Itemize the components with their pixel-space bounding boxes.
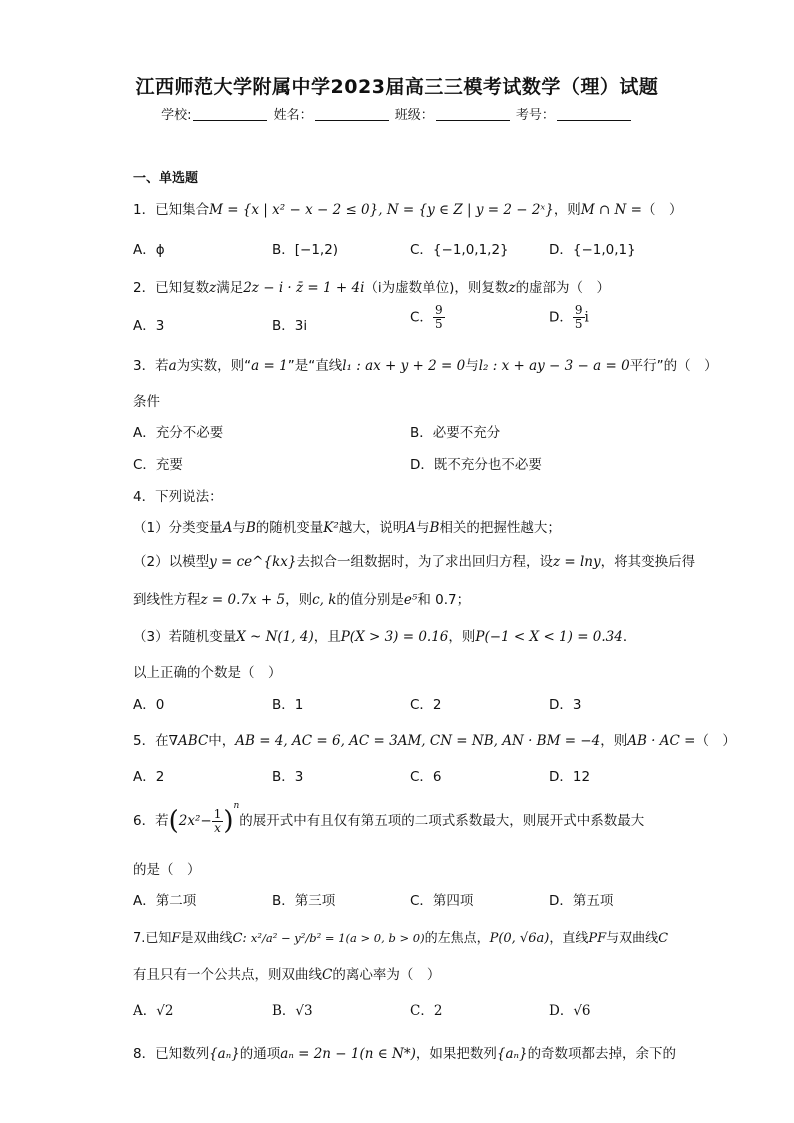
q5-option-a[interactable]: A．2 bbox=[133, 769, 165, 785]
q6-option-b[interactable]: B．第三项 bbox=[272, 893, 336, 909]
q7-text2: 是双曲线 bbox=[180, 931, 233, 946]
q2-option-a[interactable]: A．3 bbox=[133, 318, 165, 334]
question-5 bbox=[133, 729, 736, 749]
q2-d-den: 5 bbox=[574, 317, 583, 331]
q5-text2: 中， bbox=[208, 733, 236, 749]
q4-s1-B2: B bbox=[429, 520, 440, 536]
q4-s1-text4: 越大，说明 bbox=[338, 520, 407, 536]
q5-text3: ，则 bbox=[600, 733, 628, 749]
class-label: 班级： bbox=[394, 108, 434, 123]
q2-z2: z bbox=[508, 280, 516, 296]
q7-option-a[interactable]: A．√2 bbox=[133, 1003, 174, 1019]
number-label: 考号： bbox=[515, 108, 555, 123]
q3-line1: l₁ : ax + y + 2 = 0 bbox=[342, 358, 466, 374]
q2-c-den: 5 bbox=[434, 317, 443, 331]
q3-option-d[interactable]: D．既不充分也不必要 bbox=[410, 457, 542, 473]
q7-cont-text2: 的离心率为（ ） bbox=[332, 967, 441, 983]
q6-frac-den: x bbox=[214, 820, 221, 835]
q3-text4: 与 bbox=[465, 358, 479, 374]
q3-text: 3．若 bbox=[133, 358, 169, 374]
q4-s1-A: A bbox=[222, 520, 233, 536]
question-1 bbox=[133, 198, 682, 218]
section-heading: 一、单选题 bbox=[133, 171, 199, 186]
q3-option-b[interactable]: B．必要不充分 bbox=[410, 425, 501, 441]
q4-s2-text2: 去拟合一组数据时，为了求出回归方程，设 bbox=[296, 554, 553, 570]
q2-note: （i为虚数单位)，则复数 bbox=[364, 280, 509, 296]
q3-text2: 为实数，则“ bbox=[176, 358, 252, 374]
q2-option-d-fraction bbox=[573, 304, 585, 331]
q3-text5: 平行”的（ ） bbox=[629, 358, 718, 374]
question-3 bbox=[133, 354, 718, 374]
q6-option-c[interactable]: C．第四项 bbox=[410, 893, 474, 909]
q4-s1-text5: 与 bbox=[416, 520, 430, 536]
q4-s3-text: （3）若随机变量 bbox=[133, 629, 237, 645]
q4-s1-text2: 与 bbox=[232, 520, 246, 536]
q6-base: 2x² bbox=[178, 813, 201, 829]
q4-s2-text: （2）以模型 bbox=[133, 554, 210, 570]
q4-ask: 以上正确的个数是（ ） bbox=[133, 665, 282, 681]
q8-text2: 的通项 bbox=[239, 1046, 281, 1062]
q7-text3: 的左焦点， bbox=[424, 931, 490, 946]
question-2 bbox=[133, 276, 610, 296]
q4-s1-A2: A bbox=[406, 520, 417, 536]
q1-option-b[interactable]: B．[−1,2) bbox=[272, 242, 339, 258]
q1-text2: ，则 bbox=[553, 202, 581, 218]
q6-fraction bbox=[212, 808, 224, 835]
q7-C3: C bbox=[322, 967, 333, 983]
q4-s2b-text2: ，则 bbox=[285, 592, 313, 608]
q4-s2b-ck: c, k bbox=[312, 592, 337, 608]
q8-seq: {aₙ} bbox=[209, 1046, 240, 1062]
q4-s2-z: z = lny bbox=[552, 554, 601, 570]
q1-sets: M = {x | x² − x − 2 ≤ 0}, N = {y ∈ Z | y = 2 − 2ˣ} bbox=[209, 202, 554, 218]
q3-a: a bbox=[168, 358, 177, 374]
q2-c-num: 9 bbox=[434, 303, 443, 317]
q2-text3: 的虚部为（ ） bbox=[515, 280, 611, 296]
q7-P: P(0, √6a) bbox=[489, 931, 550, 946]
q7-cont-text: 有且只有一个公共点，则双曲线 bbox=[133, 967, 322, 983]
q2-option-d-label: D． bbox=[549, 309, 573, 326]
number-blank[interactable] bbox=[557, 108, 631, 121]
q4-option-a[interactable]: A．0 bbox=[133, 697, 165, 713]
q4-s2b-text4: 和 0.7； bbox=[417, 592, 471, 608]
q4-statement-2-cont bbox=[133, 588, 470, 608]
q7-option-c[interactable]: C．2 bbox=[410, 1003, 443, 1019]
q1-bracket: （ ） bbox=[641, 202, 683, 218]
q4-s2-text3: ，将其变换后得 bbox=[600, 554, 696, 570]
q3-option-a[interactable]: A．充分不必要 bbox=[133, 425, 224, 441]
q7-option-b[interactable]: B．√3 bbox=[272, 1003, 313, 1019]
q4-s2b-eq: z = 0.7x + 5 bbox=[200, 592, 286, 608]
q2-d-i: i bbox=[584, 309, 589, 326]
q4-s2-model: y = ce^{kx} bbox=[209, 554, 297, 570]
q2-text2: 满足 bbox=[216, 280, 244, 296]
student-info-line bbox=[0, 104, 794, 123]
q5-ask: AB · AC = bbox=[627, 733, 696, 749]
question-4: 4．下列说法： bbox=[133, 489, 223, 505]
q6-frac-num: 1 bbox=[213, 806, 222, 821]
q5-bracket: （ ） bbox=[695, 733, 736, 749]
q4-statement-2 bbox=[133, 550, 695, 570]
q8-formula: aₙ = 2n − 1(n ∈ N*) bbox=[280, 1046, 416, 1062]
q4-s1-B: B bbox=[245, 520, 256, 536]
school-blank[interactable] bbox=[193, 108, 267, 121]
q4-s1-text3: 的随机变量 bbox=[255, 520, 324, 536]
q6-minus: − bbox=[200, 813, 212, 829]
q4-s1-text: （1）分类变量 bbox=[133, 520, 223, 536]
q7-continuation bbox=[133, 963, 440, 983]
q2-option-c-label: C． bbox=[410, 309, 433, 326]
q2-z: z bbox=[209, 280, 217, 296]
q6-continuation: 的是（ ） bbox=[133, 862, 201, 878]
q4-statement-1 bbox=[133, 516, 561, 536]
q3-line2: l₂ : x + ay − 3 − a = 0 bbox=[478, 358, 630, 374]
q6-option-d[interactable]: D．第五项 bbox=[549, 893, 614, 909]
question-8 bbox=[133, 1042, 676, 1062]
name-label: 姓名： bbox=[273, 108, 313, 123]
q7-option-d[interactable]: D．√6 bbox=[549, 1003, 591, 1019]
q4-option-c[interactable]: C．2 bbox=[410, 697, 442, 713]
q6-exponent: n bbox=[233, 800, 240, 811]
q7-text5: 与双曲线 bbox=[606, 931, 659, 946]
q8-text4: 的奇数项都去掉，余下的 bbox=[527, 1046, 677, 1062]
q5-option-b[interactable]: B．3 bbox=[272, 769, 304, 785]
q7-equation: x²/a² − y²/b² = 1(a > 0, b > 0) bbox=[250, 931, 425, 945]
q2-text: 2．已知复数 bbox=[133, 280, 210, 296]
q2-equation: 2z − i · z̄ = 1 + 4i bbox=[243, 280, 365, 296]
school-label: 学校: bbox=[161, 108, 192, 123]
q5-triangle: ∇ABC bbox=[168, 733, 209, 749]
q7-F: F bbox=[171, 931, 181, 946]
q5-text: 5．在 bbox=[133, 733, 169, 749]
q4-option-d[interactable]: D．3 bbox=[549, 697, 582, 713]
q3-option-c[interactable]: C．充要 bbox=[133, 457, 183, 473]
question-6 bbox=[133, 800, 645, 836]
q5-option-d[interactable]: D．12 bbox=[549, 769, 591, 785]
q8-text3: ，如果把数列 bbox=[415, 1046, 497, 1062]
name-blank[interactable] bbox=[315, 108, 389, 121]
q4-s3-text4: ． bbox=[622, 629, 637, 645]
q6-text: 6．若 bbox=[133, 813, 169, 829]
q2-option-b[interactable]: B．3i bbox=[272, 318, 308, 334]
q3-continuation: 条件 bbox=[133, 394, 160, 410]
q2-option-d[interactable] bbox=[549, 304, 589, 331]
q4-statement-3 bbox=[133, 625, 636, 645]
q1-expr: M ∩ N = bbox=[580, 202, 642, 218]
question-7 bbox=[133, 927, 668, 946]
q2-option-c-fraction bbox=[433, 304, 445, 331]
q7-text4: ，直线 bbox=[549, 931, 589, 946]
q4-s1-text6: 相关的把握性越大； bbox=[439, 520, 561, 536]
q5-option-c[interactable]: C．6 bbox=[410, 769, 442, 785]
q6-open-paren: ( bbox=[168, 806, 179, 836]
q4-s3-text2: ，且 bbox=[313, 629, 341, 645]
q2-d-num: 9 bbox=[574, 303, 583, 317]
q3-text3: ”是“直线 bbox=[287, 358, 343, 374]
q4-s1-K: K² bbox=[323, 520, 339, 536]
exam-title: 江西师范大学附属中学2023届高三三模考试数学（理）试题 bbox=[135, 76, 659, 98]
q1-option-d[interactable]: D．{−1,0,1} bbox=[549, 242, 636, 258]
q1-option-a[interactable]: A．ϕ bbox=[133, 242, 165, 258]
q3-cond: a = 1 bbox=[251, 358, 288, 374]
q4-s3-text3: ，则 bbox=[448, 629, 476, 645]
q8-text: 8．已知数列 bbox=[133, 1046, 210, 1062]
q4-s2b-e: e⁵ bbox=[403, 592, 418, 608]
q7-C: C: bbox=[232, 931, 247, 946]
q6-text2: 的展开式中有且仅有第五项的二项式系数最大，则展开式中系数最大 bbox=[239, 813, 645, 829]
q8-seq2: {aₙ} bbox=[496, 1046, 528, 1062]
q4-s3-dist: X ~ N(1, 4) bbox=[236, 629, 314, 645]
q5-conditions: AB = 4, AC = 6, AC = 3AM, CN = NB, AN · BM = −4 bbox=[235, 733, 601, 749]
q4-s2b-text: 到线性方程 bbox=[133, 592, 201, 608]
q4-s3-p1: P(X > 3) = 0.16 bbox=[340, 629, 449, 645]
q2-option-c[interactable] bbox=[410, 304, 445, 331]
q1-option-c[interactable]: C．{−1,0,1,2} bbox=[410, 242, 509, 258]
q4-s3-p2: P(−1 < X < 1) = 0.34 bbox=[475, 629, 623, 645]
q7-PF: PF bbox=[588, 931, 607, 946]
q4-s2b-text3: 的值分别是 bbox=[336, 592, 404, 608]
q7-text: 7.已知 bbox=[133, 931, 172, 946]
q6-close-paren: ) bbox=[223, 806, 234, 836]
q6-option-a[interactable]: A．第二项 bbox=[133, 893, 197, 909]
class-blank[interactable] bbox=[436, 108, 510, 121]
q1-text: 1．已知集合 bbox=[133, 202, 210, 218]
q4-option-b[interactable]: B．1 bbox=[272, 697, 304, 713]
q7-C2: C bbox=[658, 931, 669, 946]
